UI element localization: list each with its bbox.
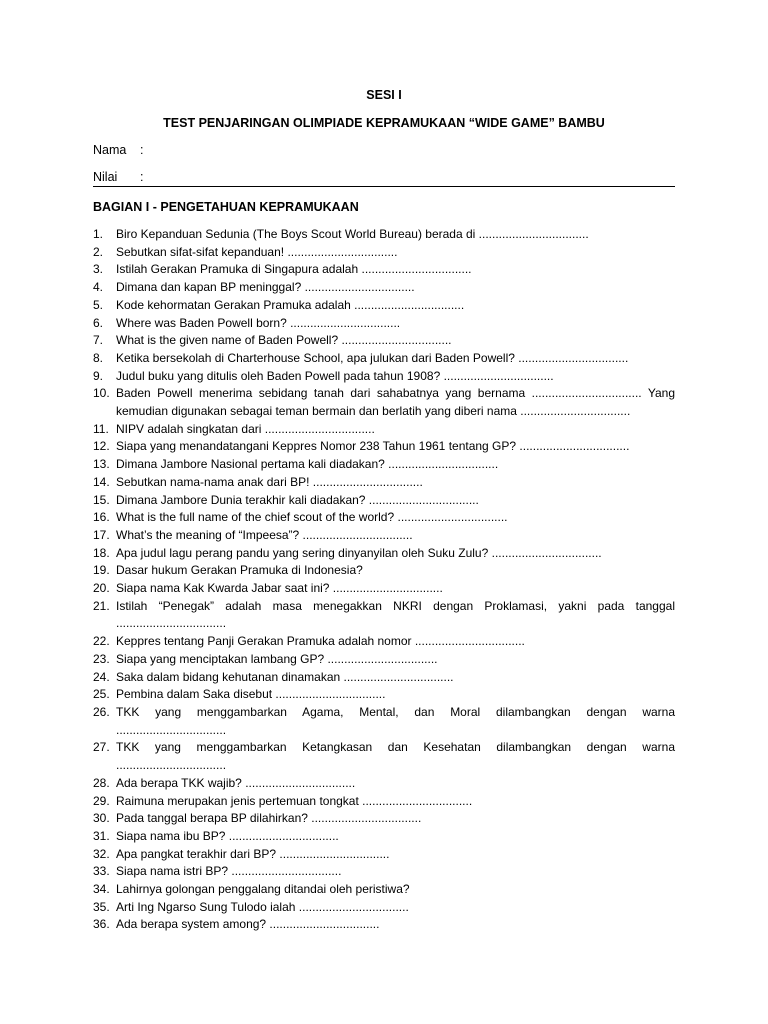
question-number: 33. (93, 864, 110, 879)
question-number: 19. (93, 563, 110, 578)
question-text: Baden Powell menerima sebidang tanah dari sahabatnya yang bernama ................................. Yang kemudian digunakan sebagai teman bermain dan berlatih yang diberi nama ................................. (116, 386, 675, 419)
question-text: Siapa yang menandatangani Keppres Nomor 238 Tahun 1961 tentang GP? ................................. (116, 439, 630, 454)
question-text: What is the given name of Baden Powell? ................................. (116, 333, 452, 348)
question-item (93, 810, 675, 828)
question-text: Kode kehormatan Gerakan Pramuka adalah ................................. (116, 297, 465, 312)
question-text: Arti Ing Ngarso Sung Tulodo ialah ................................. (116, 899, 409, 914)
question-text: Siapa nama ibu BP? ................................. (116, 828, 339, 843)
question-item (93, 279, 675, 297)
question-number: 36. (93, 917, 110, 932)
header-divider (93, 186, 675, 187)
question-text: TKK yang menggambarkan Agama, Mental, dan Moral dilambangkan dengan warna ................................. (116, 704, 675, 737)
question-text: Dimana dan kapan BP meninggal? ................................. (116, 280, 415, 295)
question-item (93, 863, 675, 881)
question-text: Ada berapa system among? ................................. (116, 917, 380, 932)
question-number: 7. (93, 333, 104, 348)
question-item (93, 297, 675, 315)
question-number: 17. (93, 527, 110, 542)
question-text: Apa pangkat terakhir dari BP? ................................. (116, 846, 390, 861)
question-number: 13. (93, 457, 110, 472)
question-number: 8. (93, 350, 104, 365)
question-number: 16. (93, 510, 110, 525)
question-item (93, 916, 675, 934)
question-text: Saka dalam bidang kehutanan dinamakan ................................. (116, 669, 454, 684)
question-text: Where was Baden Powell born? ................................. (116, 315, 401, 330)
question-number: 35. (93, 899, 110, 914)
question-number: 2. (93, 244, 104, 259)
question-number: 9. (93, 368, 104, 383)
question-text: NIPV adalah singkatan dari ................................. (116, 421, 375, 436)
question-number: 1. (93, 227, 104, 241)
question-item (93, 669, 675, 687)
question-number: 12. (93, 439, 110, 454)
question-item (93, 739, 675, 774)
name-label: Nama (93, 143, 127, 157)
question-item (93, 846, 675, 864)
question-item (93, 562, 675, 580)
question-number: 5. (93, 297, 104, 312)
question-number: 25. (93, 687, 110, 702)
question-item (93, 598, 675, 633)
question-item (93, 633, 675, 651)
question-item (93, 456, 675, 474)
question-number: 6. (93, 315, 104, 330)
score-separator: : (140, 170, 144, 184)
question-item (93, 350, 675, 368)
question-text: Keppres tentang Panji Gerakan Pramuka adalah nomor ................................. (116, 634, 525, 649)
question-item (93, 315, 675, 333)
question-number: 14. (93, 474, 110, 489)
question-number: 34. (93, 882, 110, 897)
question-item (93, 421, 675, 439)
name-field (93, 143, 143, 157)
question-text: Dimana Jambore Dunia terakhir kali diadakan? ................................. (116, 492, 479, 507)
question-item (93, 438, 675, 456)
question-item (93, 226, 675, 244)
question-item (93, 793, 675, 811)
question-text: Raimuna merupakan jenis pertemuan tongkat ................................. (116, 793, 473, 808)
question-item (93, 332, 675, 350)
question-number: 26. (93, 704, 110, 719)
question-text: Lahirnya golongan penggalang ditandai oleh peristiwa? (116, 882, 410, 897)
question-item (93, 474, 675, 492)
question-text: What is the full name of the chief scout of the world? ................................. (116, 510, 508, 525)
question-text: Apa judul lagu perang pandu yang sering dinyanyilan oleh Suku Zulu? ................................. (116, 545, 602, 560)
score-label: Nilai (93, 170, 118, 184)
question-number: 3. (93, 262, 104, 277)
question-text: Biro Kepanduan Sedunia (The Boys Scout World Bureau) berada di ................................. (116, 227, 589, 241)
question-number: 29. (93, 793, 110, 808)
question-text: Sebutkan sifat-sifat kepanduan! ................................. (116, 244, 398, 259)
question-text: Siapa yang menciptakan lambang GP? ................................. (116, 651, 438, 666)
question-text: Sebutkan nama-nama anak dari BP! ................................. (116, 474, 423, 489)
question-text: Istilah Gerakan Pramuka di Singapura adalah ................................. (116, 262, 472, 277)
question-text: Judul buku yang ditulis oleh Baden Powell pada tahun 1908? ................................. (116, 368, 554, 383)
question-text: Dasar hukum Gerakan Pramuka di Indonesia? (116, 563, 363, 578)
question-number: 23. (93, 651, 110, 666)
question-item (93, 775, 675, 793)
question-number: 15. (93, 492, 110, 507)
question-number: 28. (93, 775, 110, 790)
question-text: Siapa nama Kak Kwarda Jabar saat ini? ................................. (116, 581, 443, 596)
question-number: 27. (93, 740, 110, 755)
question-number: 10. (93, 386, 110, 401)
question-number: 32. (93, 846, 110, 861)
question-item (93, 704, 675, 739)
question-item (93, 509, 675, 527)
question-text: Pembina dalam Saka disebut ................................. (116, 687, 386, 702)
name-separator: : (140, 143, 144, 157)
question-number: 22. (93, 634, 110, 649)
question-number: 21. (93, 598, 110, 613)
question-text: Ada berapa TKK wajib? ................................. (116, 775, 356, 790)
question-list (93, 226, 675, 934)
question-item (93, 828, 675, 846)
question-text: TKK yang menggambarkan Ketangkasan dan Kesehatan dilambangkan dengan warna ................................. (116, 740, 675, 773)
section-heading: BAGIAN I - PENGETAHUAN KEPRAMUKAAN (93, 200, 359, 214)
score-field (93, 170, 143, 184)
question-text: Pada tanggal berapa BP dilahirkan? ................................. (116, 811, 422, 826)
question-text: Siapa nama istri BP? ................................. (116, 864, 342, 879)
question-item (93, 899, 675, 917)
question-item (93, 881, 675, 899)
question-item (93, 492, 675, 510)
question-number: 11. (93, 421, 109, 436)
question-text: What’s the meaning of “Impeesa”? ................................. (116, 527, 413, 542)
session-heading: SESI I (366, 88, 402, 102)
question-number: 4. (93, 280, 104, 295)
question-item (93, 385, 675, 420)
question-item (93, 368, 675, 386)
test-title: TEST PENJARINGAN OLIMPIADE KEPRAMUKAAN “WIDE GAME” BAMBU (163, 116, 605, 130)
question-number: 24. (93, 669, 110, 684)
question-text: Istilah “Penegak” adalah masa menegakkan NKRI dengan Proklamasi, yakni pada tanggal ................................. (116, 598, 675, 631)
question-number: 31. (93, 828, 110, 843)
question-text: Dimana Jambore Nasional pertama kali diadakan? ................................. (116, 457, 499, 472)
question-number: 30. (93, 811, 110, 826)
question-number: 20. (93, 581, 110, 596)
question-item (93, 651, 675, 669)
question-item (93, 527, 675, 545)
question-item (93, 261, 675, 279)
question-item (93, 244, 675, 262)
question-item (93, 580, 675, 598)
question-text: Ketika bersekolah di Charterhouse School, apa julukan dari Baden Powell? ................................. (116, 350, 629, 365)
question-item (93, 686, 675, 704)
question-item (93, 545, 675, 563)
question-number: 18. (93, 545, 110, 560)
